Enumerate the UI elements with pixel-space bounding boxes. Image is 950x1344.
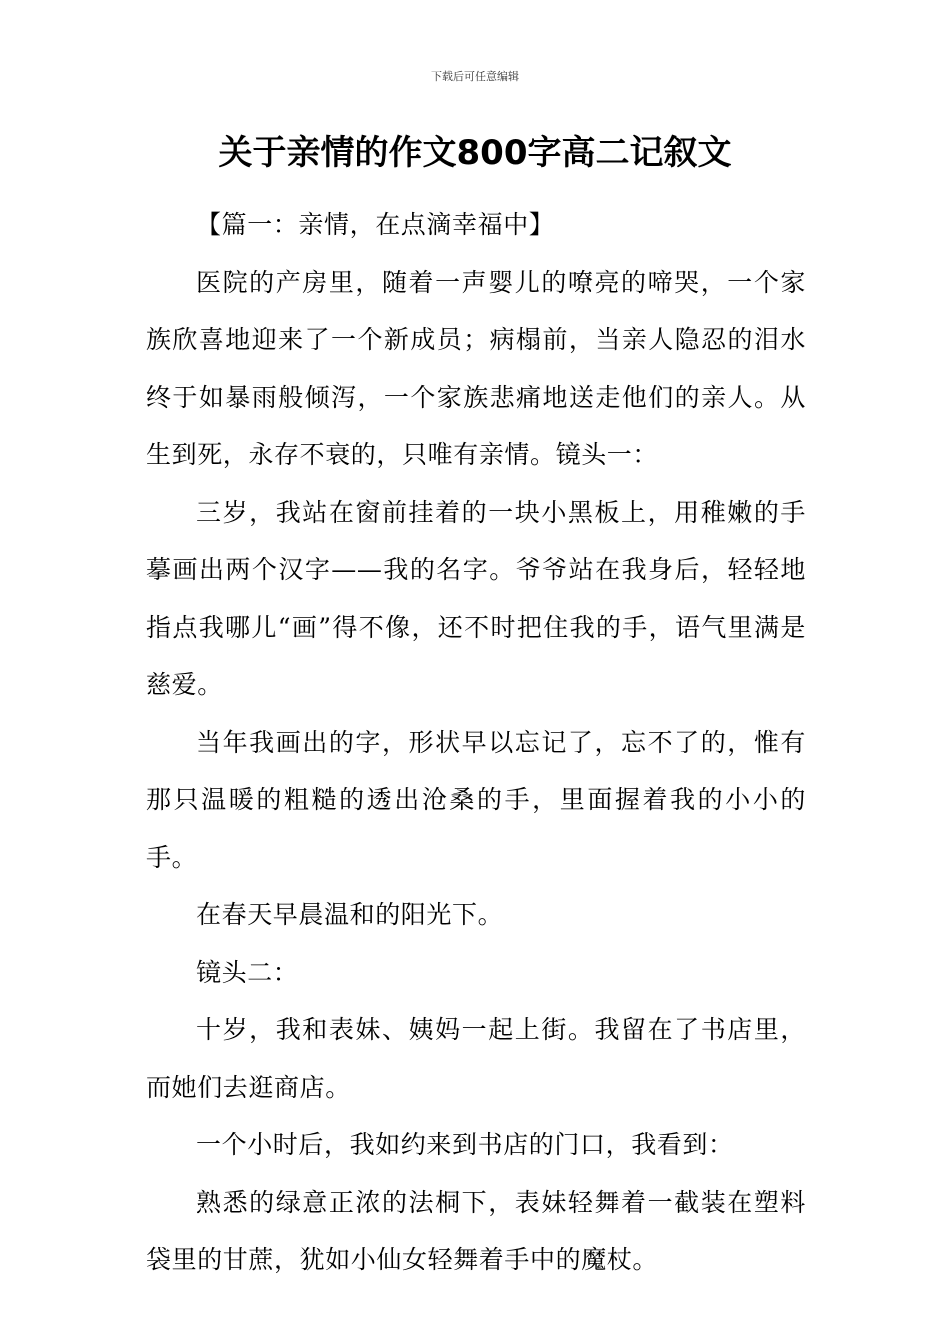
paragraph: 镜头二： [196, 957, 299, 987]
section-heading: 【篇一：亲情，在点滴幸福中】 [196, 210, 555, 239]
paragraph: 熟悉的绿意正浓的法桐下，表妹轻舞着一截装在塑料袋里的甘蔗，犹如小仙女轻舞着手中的魔杖。 [146, 1187, 806, 1274]
document-body [146, 196, 806, 1289]
paragraph: 医院的产房里，随着一声婴儿的嘹亮的啼哭，一个家族欣喜地迎来了一个新成员；病榻前，当亲人隐忍的泪水终于如暴雨般倾泻，一个家族悲痛地送走他们的亲人。从生到死，永存不衰的，只唯有亲情。镜头一： [146, 267, 806, 469]
paragraph: 十岁，我和表妹、姨妈一起上街。我留在了书店里，而她们去逛商店。 [146, 1015, 806, 1102]
document-title: 关于亲情的作文800字高二记叙文 [218, 133, 732, 173]
paragraph: 当年我画出的字，形状早以忘记了，忘不了的，惟有那只温暖的粗糙的透出沧桑的手，里面握着我的小小的手。 [146, 727, 806, 872]
paragraph: 在春天早晨温和的阳光下。 [196, 900, 504, 929]
paragraph: 一个小时后，我如约来到书店的门口，我看到： [196, 1130, 734, 1159]
paragraph: 三岁，我站在窗前挂着的一块小黑板上，用稚嫩的手摹画出两个汉字——我的名字。爷爷站在我身后，轻轻地指点我哪儿“画”得不像，还不时把住我的手，语气里满是慈爱。 [146, 497, 806, 699]
header-note: 下载后可任意编辑 [431, 70, 519, 83]
